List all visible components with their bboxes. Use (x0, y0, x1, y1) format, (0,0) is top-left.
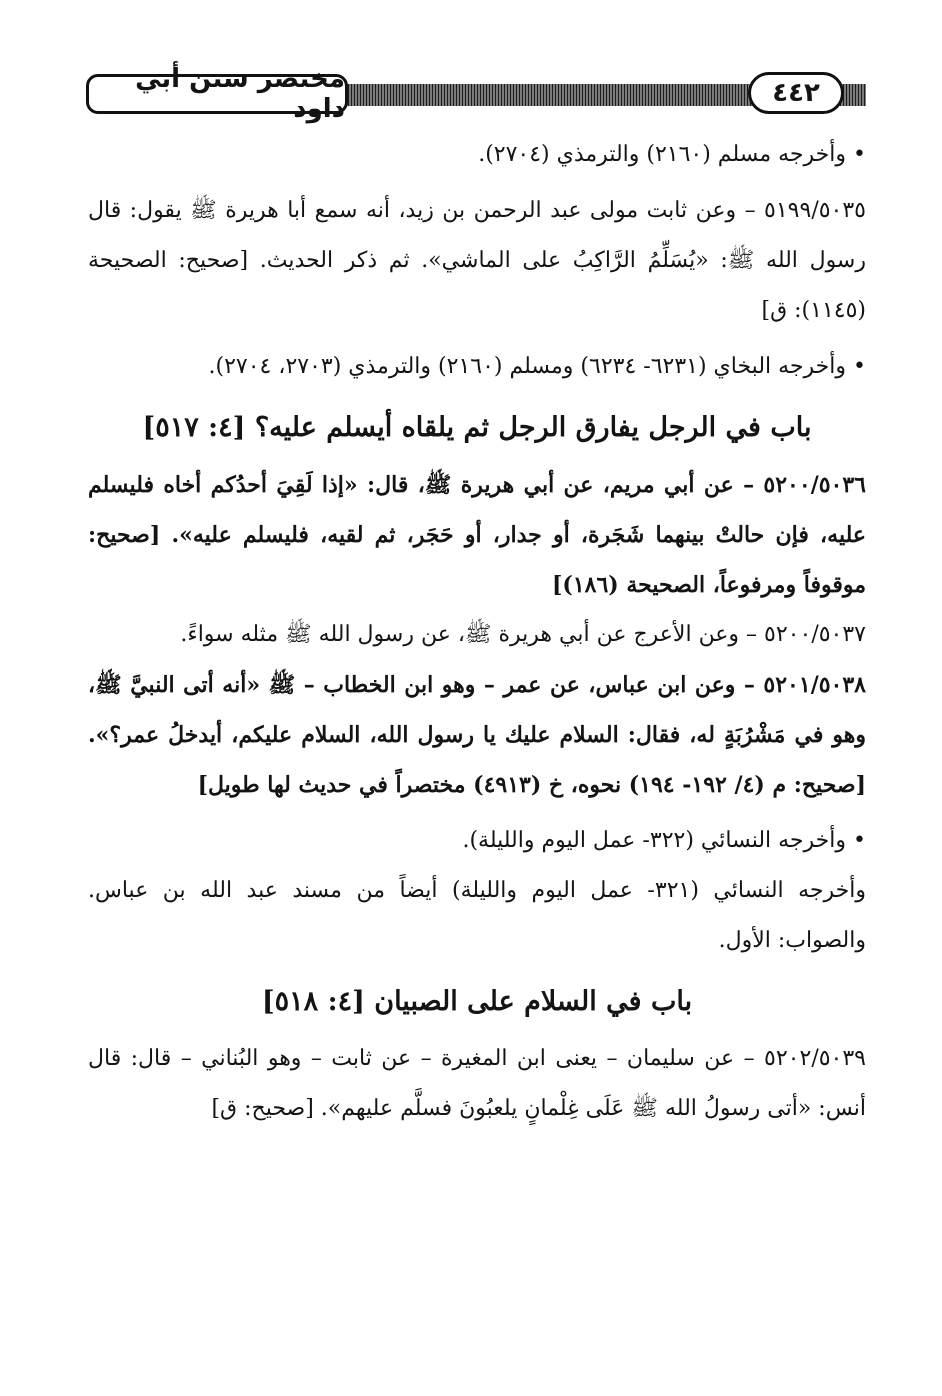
hadith-5200-a: ٥٢٠٠/٥٠٣٦ – عن أبي مريم، عن أبي هريرة ﷺ، قال: «إذا لَقِيَ أحدُكم أخاه فليسلم عليه، فإن حالتْ بينهما شَجَرة، أو جدار، أو حَجَر، ثم لقيه، فليسلم عليه». [صحيح: موقوفاً ومرفوعاً، الصحيحة (١٨٦)] (88, 472, 866, 598)
chapter-heading: باب في السلام على الصبيان [٤: ٥١٨] (261, 986, 693, 1017)
chapter-heading: باب في الرجل يفارق الرجل ثم يلقاه أيسلم عليه؟ [٤: ٥١٧] (142, 412, 812, 443)
page-number: ٤٤٢ (772, 78, 820, 108)
footnote-note: وأخرجه النسائي (٣٢١- عمل اليوم والليلة) أيضاً من مسند عبد الله بن عباس. والصواب: الأول. (88, 878, 867, 953)
hadith-5200-b: ٥٢٠٠/٥٠٣٧ – وعن الأعرج عن أبي هريرة ﷺ، عن رسول الله ﷺ مثله سواءً. (180, 622, 866, 647)
hadith-5202: ٥٢٠٢/٥٠٣٩ – عن سليمان – يعنى ابن المغيرة – عن ثابت – وهو البُناني – قال: قال أنس: «أتى رسولُ الله ﷺ عَلَى غِلْمانٍ يلعبُونَ فسلَّم عليهم». [صحيح: ق] (88, 1046, 866, 1121)
footnote-bullet: • وأخرجه مسلم (٢١٦٠) والترمذي (٢٧٠٤). (88, 130, 866, 180)
book-title: مختصر سنن أبي داود (135, 64, 345, 124)
hadith-5199: ٥١٩٩/٥٠٣٥ – وعن ثابت مولى عبد الرحمن بن زيد، أنه سمع أبا هريرة ﷺ يقول: قال رسول الله ﷺ: «يُسَلِّمُ الرَّاكِبُ على الماشي». ثم ذكر الحديث. [صحيح: الصحيحة (١١٤٥): ق] (88, 198, 866, 323)
page-number-box (748, 72, 844, 114)
book-title-box (86, 64, 348, 124)
footnote-bullet: • وأخرجه النسائي (٣٢٢- عمل اليوم والليلة). (88, 816, 866, 866)
page-header (86, 64, 866, 124)
hadith-5201: ٥٢٠١/٥٠٣٨ – وعن ابن عباس، عن عمر – وهو ابن الخطاب – ﷺ «أنه أتى النبيَّ ﷺ، وهو في مَشْرُبَةٍ له، فقال: السلام عليك يا رسول الله، السلام عليكم، أيدخلُ عمر؟». [صحيح: م (٤/ ١٩٢- ١٩٤) نحوه، خ (٤٩١٣) مختصراً في حديث لها طويل] (88, 672, 866, 798)
page-content (88, 130, 866, 1134)
footnote-bullet: • وأخرجه البخاي (٦٢٣١- ٦٢٣٤) ومسلم (٢١٦٠) والترمذي (٢٧٠٣، ٢٧٠٤). (88, 342, 866, 392)
